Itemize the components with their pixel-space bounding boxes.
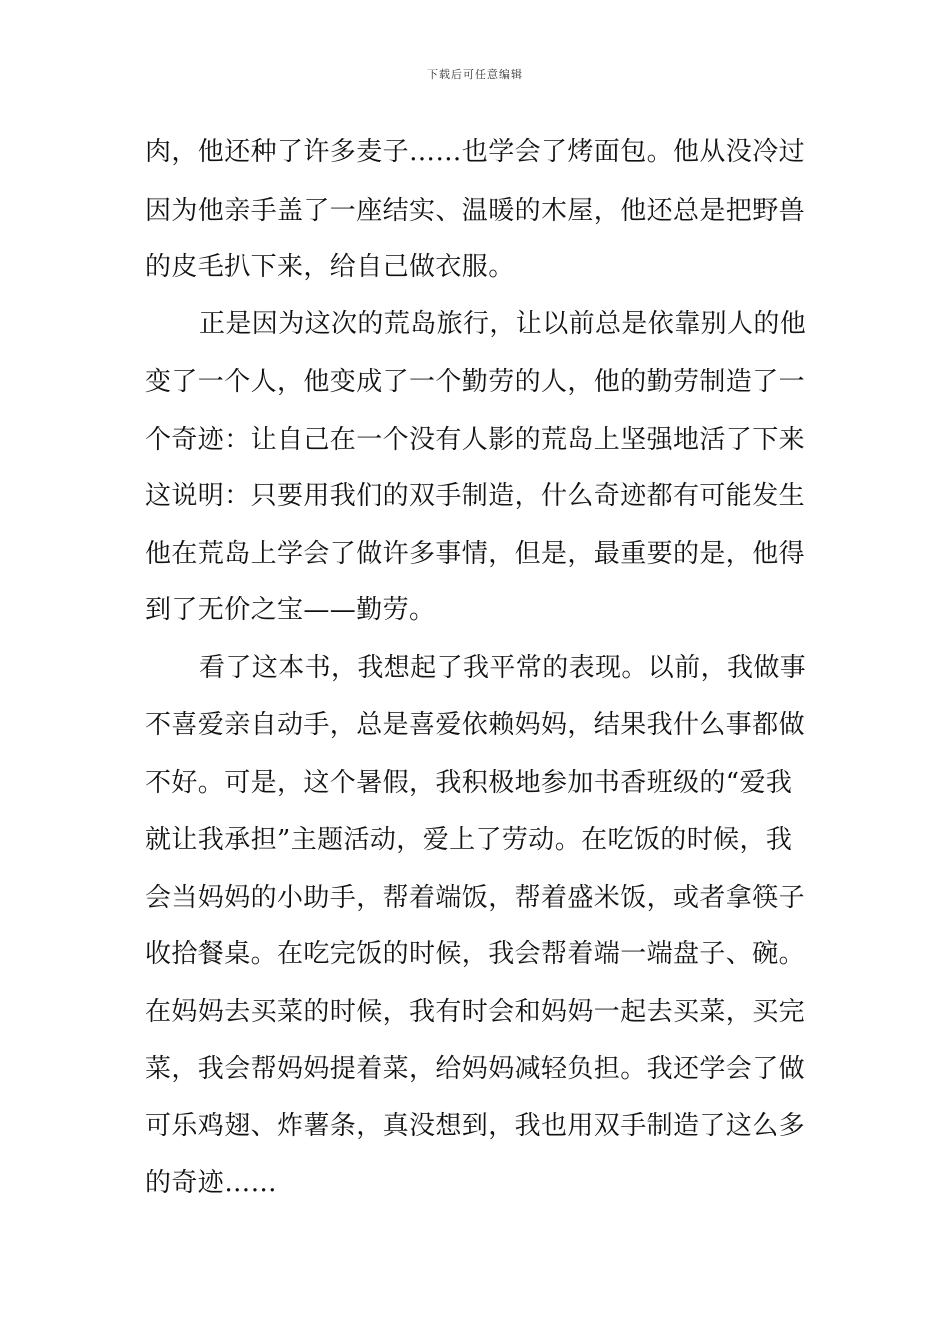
text-line: 收拾餐桌。在吃完饭的时候，我会帮着端一端盘子、碗。	[145, 939, 806, 969]
text-line: 不喜爱亲自动手，总是喜爱依赖妈妈，结果我什么事都做	[145, 710, 806, 740]
text-line: 肉，他还种了许多麦子……也学会了烤面包。他从没冷过	[145, 137, 806, 167]
text-line: 到了无价之宝——勤劳。	[145, 595, 436, 625]
text-line: 个奇迹：让自己在一个没有人影的荒岛上坚强地活了下来	[145, 425, 806, 455]
text-line: 就让我承担”主题活动，爱上了劳动。在吃饭的时候，我	[145, 825, 793, 855]
text-line: 在妈妈去买菜的时候，我有时会和妈妈一起去买菜，买完	[145, 997, 806, 1027]
text-line: 变了一个人，他变成了一个勤劳的人，他的勤劳制造了一	[145, 367, 806, 397]
text-line: 因为他亲手盖了一座结实、温暖的木屋，他还总是把野兽	[145, 196, 806, 226]
text-line: 菜，我会帮妈妈提着菜，给妈妈减轻负担。我还学会了做	[145, 1054, 806, 1084]
text-line: 可乐鸡翅、炸薯条，真没想到，我也用双手制造了这么多	[145, 1111, 806, 1141]
text-line: 不好。可是，这个暑假，我积极地参加书香班级的“爱我	[145, 768, 793, 798]
text-line: 他在荒岛上学会了做许多事情，但是，最重要的是，他得	[145, 539, 806, 569]
page-header-note: 下载后可任意编辑	[427, 68, 523, 81]
text-line: 的奇迹……	[145, 1168, 278, 1198]
paragraph-first-line: 正是因为这次的荒岛旅行，让以前总是依靠别人的他	[199, 309, 807, 339]
text-line: 这说明：只要用我们的双手制造，什么奇迹都有可能发生	[145, 481, 806, 511]
text-line: 会当妈妈的小助手，帮着端饭，帮着盛米饭，或者拿筷子	[145, 883, 806, 913]
paragraph-first-line: 看了这本书，我想起了我平常的表现。以前，我做事	[199, 653, 807, 683]
text-line: 的皮毛扒下来，给自己做衣服。	[145, 252, 515, 282]
